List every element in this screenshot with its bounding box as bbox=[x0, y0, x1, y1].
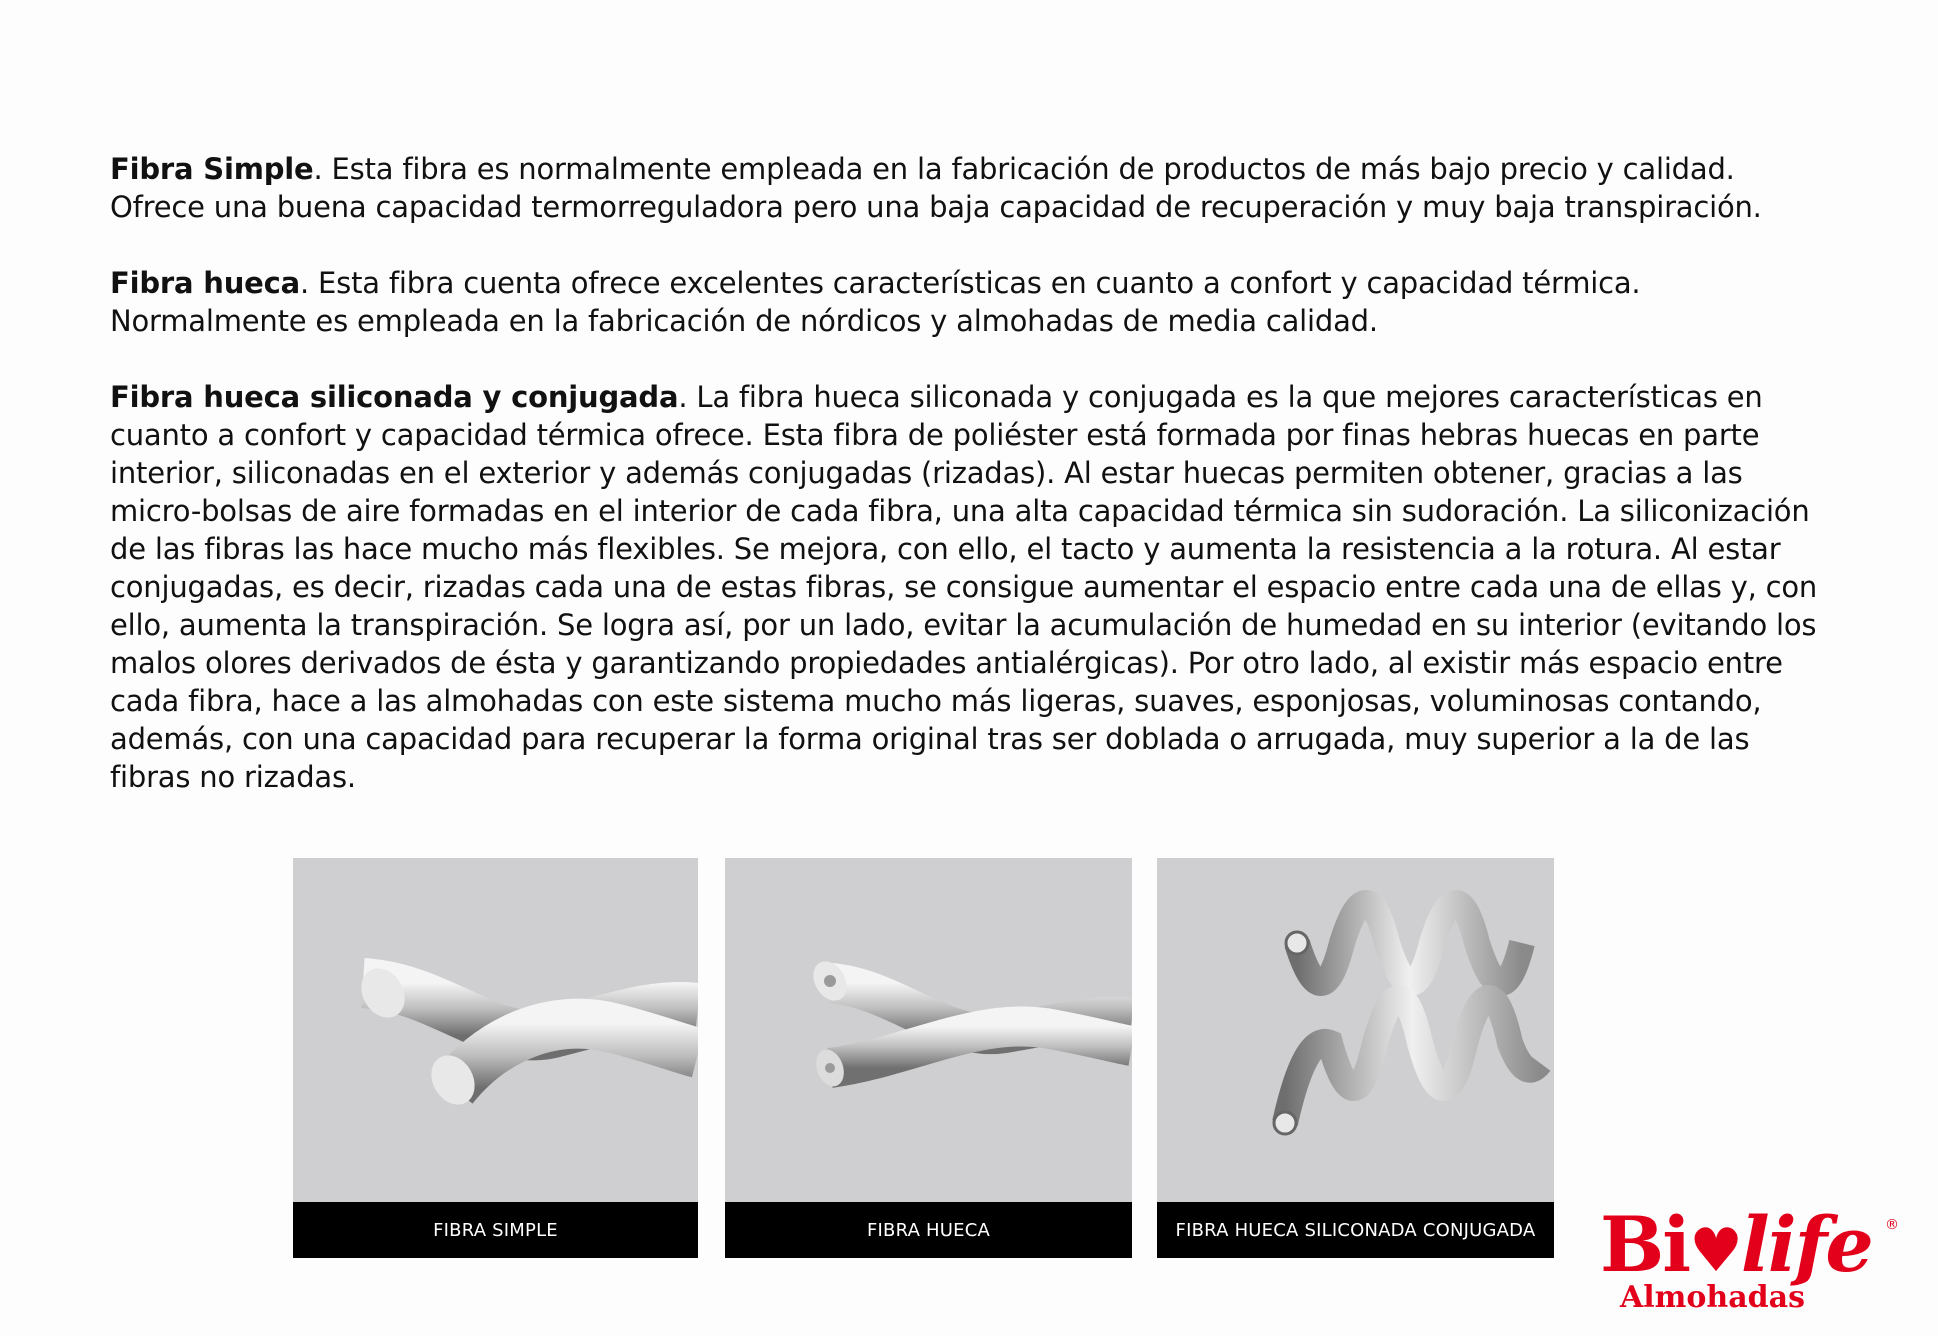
biolife-logo bbox=[1600, 1200, 1900, 1315]
panel-caption: FIBRA HUECA bbox=[725, 1202, 1132, 1258]
registered-mark: ® bbox=[1885, 1217, 1899, 1233]
panel-fibra-simple bbox=[293, 858, 698, 1258]
paragraph-fibra-siliconada bbox=[110, 378, 1830, 796]
panel-caption: FIBRA SIMPLE bbox=[293, 1202, 698, 1258]
paragraph-title: Fibra hueca siliconada y conjugada bbox=[110, 380, 679, 414]
paragraph-body: . Esta fibra cuenta ofrece excelentes características en cuanto a confort y capacidad térmica. Normalmente es empleada en la fabricación de nórdicos y almohadas de media calidad. bbox=[110, 266, 1641, 338]
paragraph-body: . La fibra hueca siliconada y conjugada es la que mejores características en cuanto a confort y capacidad térmica ofrece. Esta fibra de poliéster está formada por finas hebras huecas en parte interior, siliconadas en el exterior y además conjugadas (rizadas). Al estar huecas permiten obtener, gracias a las micro-bolsas de aire formadas en el interior de cada fibra, una alta capacidad térmica sin sudoración. La siliconización de las fibras las hace mucho más flexibles. Se mejora, con ello, el tacto y aumenta la resistencia a la rotura. Al estar conjugadas, es decir, rizadas cada una de estas fibras, se consigue aumentar el espacio entre cada una de ellas y, con ello, aumenta la transpiración. Se logra así, por un lado, evitar la acumulación de humedad en su interior (evitando los malos olores derivados de ésta y garantizando propiedades antialérgicas). Por otro lado, al existir más espacio entre cada fibra, hace a las almohadas con este sistema mucho más ligeras, suaves, esponjosas, voluminosas contando, además, con una capacidad para recuperar la forma original tras ser doblada o arrugada, muy superior a la de las fibras no rizadas. bbox=[110, 380, 1818, 794]
logo-suffix: life bbox=[1740, 1200, 1872, 1289]
logo-prefix: Bi bbox=[1600, 1200, 1690, 1289]
paragraph-fibra-hueca bbox=[110, 264, 1830, 340]
simple-fiber-illustration bbox=[293, 858, 698, 1202]
description-text bbox=[110, 150, 1830, 834]
crimped-fiber-illustration bbox=[1157, 858, 1554, 1202]
paragraph-body: . Esta fibra es normalmente empleada en la fabricación de productos de más bajo precio y calidad. Ofrece una buena capacidad termorreguladora pero una baja capacidad de recuperación y muy baja transpiración. bbox=[110, 152, 1762, 224]
panel-caption: FIBRA HUECA SILICONADA CONJUGADA bbox=[1157, 1202, 1554, 1258]
panel-fibra-hueca bbox=[725, 858, 1132, 1258]
paragraph-title: Fibra hueca bbox=[110, 266, 300, 300]
paragraph-fibra-simple bbox=[110, 150, 1830, 226]
panel-fibra-siliconada bbox=[1157, 858, 1554, 1258]
heart-icon: ♥ bbox=[1689, 1216, 1741, 1286]
logo-wordmark bbox=[1600, 1200, 1872, 1291]
hollow-fiber-illustration bbox=[725, 858, 1132, 1202]
paragraph-title: Fibra Simple bbox=[110, 152, 314, 186]
logo-subtitle: Almohadas bbox=[1620, 1280, 1805, 1315]
